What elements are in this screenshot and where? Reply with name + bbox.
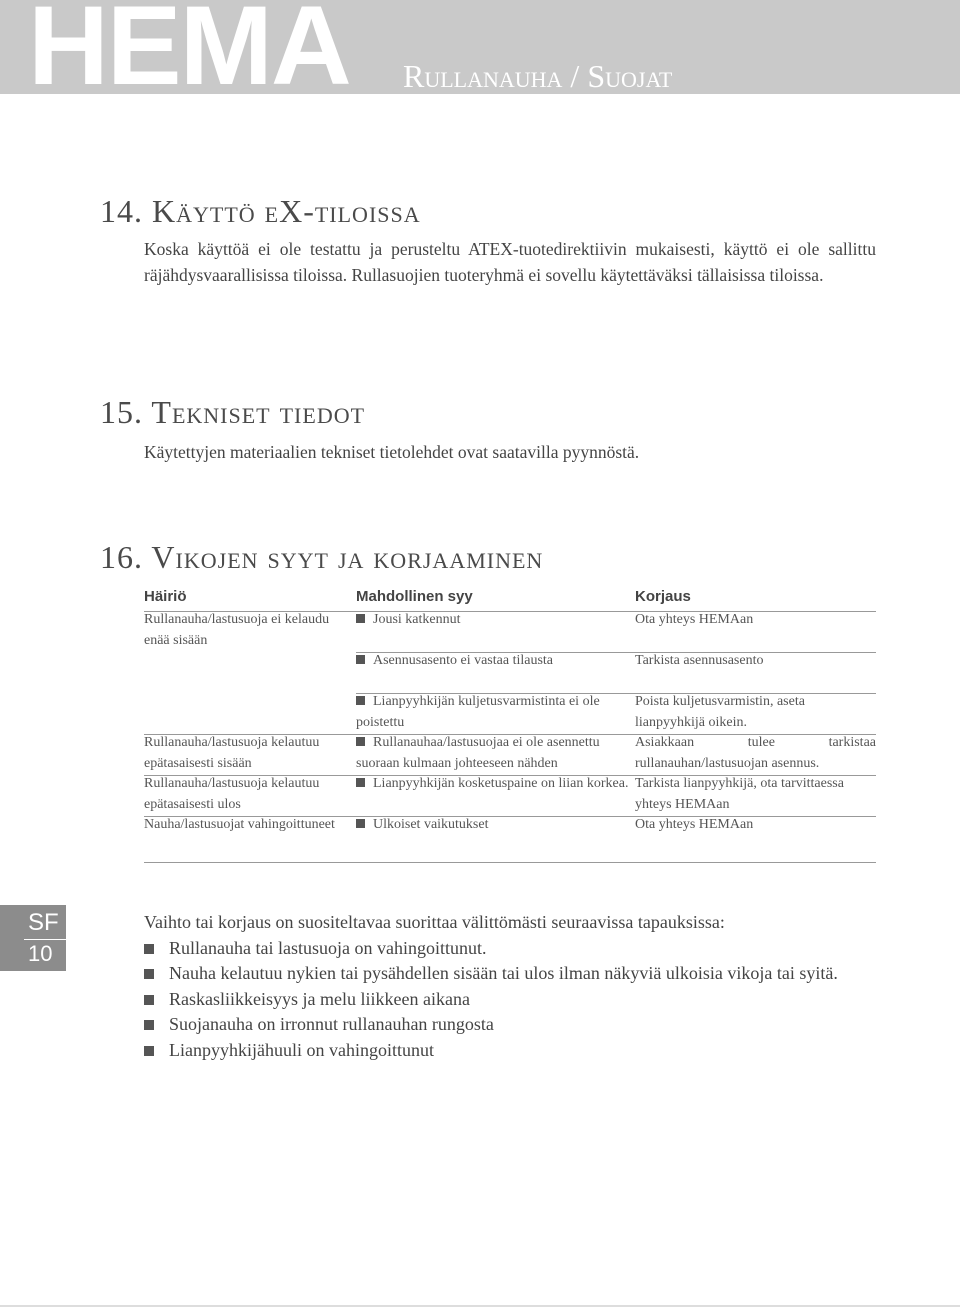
square-bullet-icon [356, 819, 365, 828]
square-bullet-icon [144, 1020, 154, 1030]
square-bullet-icon [356, 696, 365, 705]
table-cell-fix: Poista kuljetusvarmistin, aseta lianpyyhkijä oikein. [635, 694, 805, 730]
repair-intro: Vaihto tai korjaus on suositeltavaa suorittaa välittömästi seuraavissa tapauksissa: [144, 912, 725, 932]
table-cell-cause: Rullanauhaa/lastusuojaa ei ole asennettu suoraan kulmaan johteeseen nähden [356, 735, 600, 771]
section-14-title: 14. Käyttö eX-tiloissa [100, 193, 421, 229]
table-cell-cause: Lianpyyhkijän kosketuspaine on liian korkea. [356, 773, 630, 794]
footer-rule [0, 1305, 960, 1307]
table-cell-cause: Ulkoiset vaikutukset [356, 814, 630, 835]
column-header-fix: Korjaus [635, 588, 691, 605]
table-cell-fix: Tarkista lianpyyhkijä, ota tarvittaessa yhteys HEMAan [635, 776, 844, 812]
table-cell-fault: Rullanauha/lastusuoja kelautuu epätasaisesti sisään [144, 735, 320, 771]
square-bullet-icon [356, 778, 365, 787]
table-cell-fix: Ota yhteys HEMAan [635, 612, 754, 627]
table-cell-fix: Ota yhteys HEMAan [635, 817, 754, 832]
language-code: SF [28, 909, 59, 936]
square-bullet-icon [144, 995, 154, 1005]
page-number: 10 [28, 941, 53, 966]
tab-divider [24, 939, 66, 940]
document-title: Rullanauha / Suojat [403, 58, 673, 94]
table-cell-cause: Lianpyyhkijän kuljetusvarmistinta ei ole poistettu [356, 694, 600, 730]
list-item: Rullanauha tai lastusuoja on vahingoittunut. [144, 936, 884, 962]
list-item: Suojanauha on irronnut rullanauhan rungosta [144, 1012, 884, 1038]
section-14-text: Koska käyttöä ei ole testattu ja perusteltu ATEX-tuotedirektiivin mukaisesti, käyttö ei ole sallittu räjähdysvaarallisissa tiloissa. Rullasuojien tuoteryhmä ei sovellu käytettäväksi tällaisissa tiloissa. [144, 239, 876, 285]
section-15-title: 15. Tekniset tiedot [100, 394, 366, 430]
list-item: Raskasliikkeisyys ja melu liikkeen aikana [144, 987, 884, 1013]
list-item: Nauha kelautuu nykien tai pysähdellen sisään tai ulos ilman näkyviä ulkoisia vikoja tai syitä. [144, 961, 884, 987]
list-item: Lianpyyhkijähuuli on vahingoittunut [144, 1038, 884, 1064]
brand-logo: HEMA [28, 0, 350, 108]
column-header-cause: Mahdollinen syy [356, 588, 473, 605]
table-cell-cause: Asennusasento ei vastaa tilausta [356, 650, 630, 671]
section-16-title: 16. Vikojen syyt ja korjaaminen [100, 539, 544, 575]
table-cell-fault: Rullanauha/lastusuoja ei kelaudu enää sisään [144, 612, 330, 648]
section-15-text: Käytettyjen materiaalien tekniset tietolehdet ovat saatavilla pyynnöstä. [144, 442, 640, 462]
table-rule [144, 862, 876, 863]
table-cell-fault: Nauha/lastusuojat vahingoittuneet [144, 817, 335, 832]
square-bullet-icon [144, 969, 154, 979]
square-bullet-icon [144, 944, 154, 954]
column-header-fault: Häiriö [144, 588, 187, 605]
square-bullet-icon [356, 614, 365, 623]
table-cell-cause: Jousi katkennut [356, 609, 630, 630]
table-cell-fix: Asiakkaan tulee tarkistaa rullanauhan/lastusuojan asennus. [635, 735, 876, 771]
repair-list [144, 910, 884, 1063]
square-bullet-icon [356, 737, 365, 746]
square-bullet-icon [356, 655, 365, 664]
page-tab [0, 905, 66, 971]
square-bullet-icon [144, 1046, 154, 1056]
table-cell-fault: Rullanauha/lastusuoja kelautuu epätasaisesti ulos [144, 776, 320, 812]
table-cell-fix: Tarkista asennusasento [635, 653, 764, 668]
